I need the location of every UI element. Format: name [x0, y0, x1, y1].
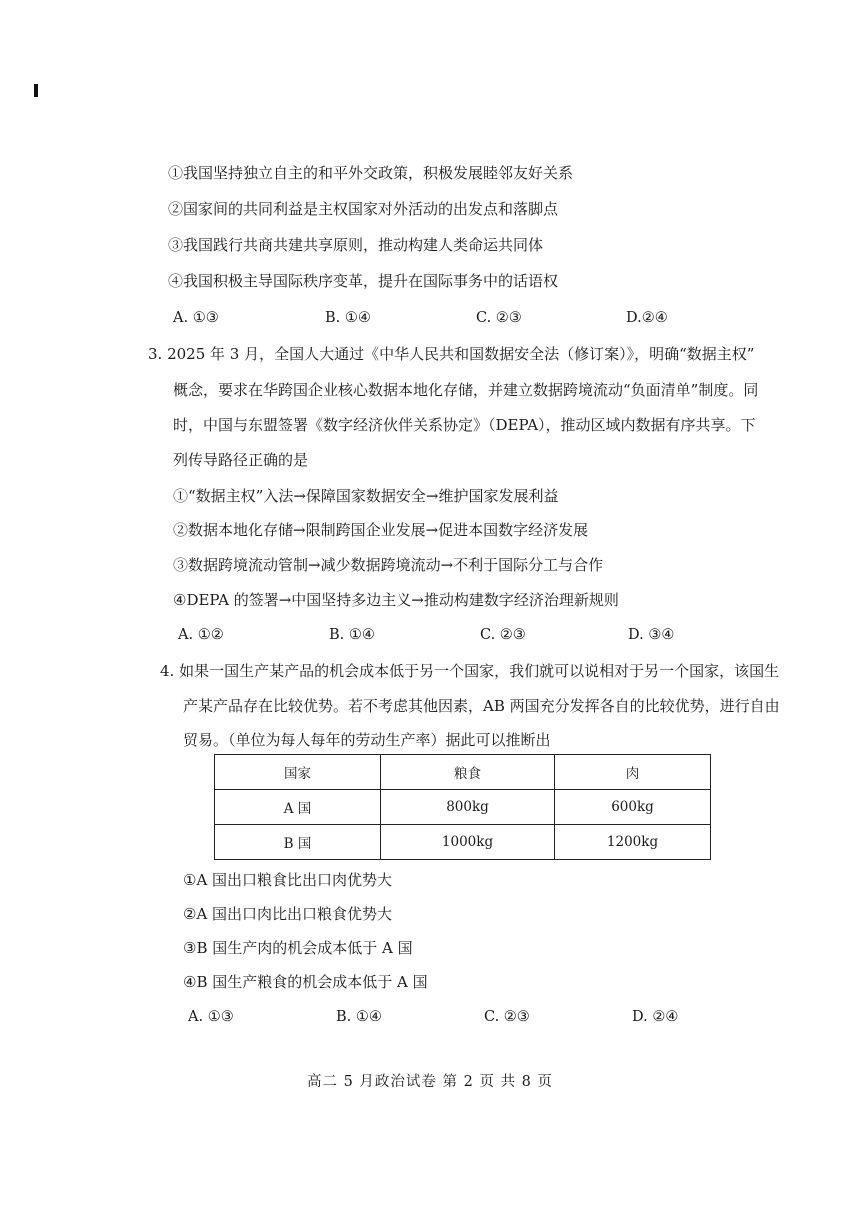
table-cell: 800kg	[381, 790, 555, 825]
table-row	[215, 790, 711, 825]
q4-option-d: D. ②④	[632, 1009, 679, 1025]
q3-stem-line-4: 列传导路径正确的是	[173, 451, 309, 469]
page-footer: 高二 5 月政治试卷 第 2 页 共 8 页	[306, 1074, 554, 1090]
q3-option-d: D. ③④	[628, 627, 675, 643]
q3-stem-line-1: 3. 2025 年 3 月，全国人大通过《中华人民共和国数据安全法（修订案）》，明确“数据主权”	[148, 345, 755, 363]
q4-statement-3: ③B 国生产肉的机会成本低于 A 国	[183, 939, 413, 957]
table-header-cell: 国家	[215, 755, 381, 790]
q4-statement-1: ①A 国出口粮食比出口肉优势大	[183, 871, 393, 889]
q3-option-b: B. ①④	[329, 627, 375, 643]
table-header-cell: 粮食	[381, 755, 555, 790]
table-cell: 1000kg	[381, 825, 555, 860]
q3-statement-2: ②数据本地化存储→限制跨国企业发展→促进本国数字经济发展	[173, 521, 589, 539]
q3-statement-1: ①“数据主权”入法→保障国家数据安全→维护国家发展利益	[173, 487, 559, 505]
table-header-cell: 肉	[555, 755, 711, 790]
q4-stem-line-1: 4. 如果一国生产某产品的机会成本低于另一个国家，我们就可以说相对于另一个国家，该国生	[160, 662, 780, 680]
table-cell: 600kg	[555, 790, 711, 825]
q4-statement-2: ②A 国出口肉比出口粮食优势大	[183, 905, 393, 923]
q3-statement-4: ④DEPA 的签署→中国坚持多边主义→推动构建数字经济治理新规则	[173, 591, 619, 609]
q4-stem-line-3: 贸易。（单位为每人每年的劳动生产率）据此可以推断出	[183, 731, 551, 749]
q2-statement-3: ③我国践行共商共建共享原则，推动构建人类命运共同体	[168, 236, 544, 254]
table-cell: 1200kg	[555, 825, 711, 860]
q2-statement-2: ②国家间的共同利益是主权国家对外活动的出发点和落脚点	[168, 200, 559, 218]
q4-option-b: B. ①④	[336, 1009, 382, 1025]
table-cell: A 国	[215, 790, 381, 825]
table-row	[215, 825, 711, 860]
q3-stem-line-2: 概念，要求在华跨国企业核心数据本地化存储，并建立数据跨境流动“负面清单”制度。同	[173, 381, 759, 399]
q2-statement-4: ④我国积极主导国际秩序变革，提升在国际事务中的话语权	[168, 272, 559, 290]
table-cell: B 国	[215, 825, 381, 860]
q2-option-d: D.②④	[626, 310, 668, 326]
q3-stem-line-3: 时，中国与东盟签署《数字经济伙伴关系协定》（DEPA），推动区域内数据有序共享。下	[173, 416, 756, 434]
q2-option-b: B. ①④	[325, 310, 371, 326]
q4-statement-4: ④B 国生产粮食的机会成本低于 A 国	[183, 973, 428, 991]
q4-stem-line-2: 产某产品存在比较优势。若不考虑其他因素，AB 两国充分发挥各自的比较优势，进行自由	[183, 697, 780, 715]
q4-option-a: A. ①③	[188, 1009, 234, 1025]
q2-option-c: C. ②③	[476, 310, 522, 326]
q2-statement-1: ①我国坚持独立自主的和平外交政策，积极发展睦邻友好关系	[168, 164, 574, 182]
q3-option-a: A. ①②	[178, 627, 224, 643]
q3-option-c: C. ②③	[480, 627, 526, 643]
q3-statement-3: ③数据跨境流动管制→减少数据跨境流动→不利于国际分工与合作	[173, 556, 604, 574]
scan-mark	[34, 84, 38, 97]
productivity-table	[214, 754, 711, 860]
table-header-row	[215, 755, 711, 790]
q2-option-a: A. ①③	[173, 310, 219, 326]
q4-option-c: C. ②③	[484, 1009, 530, 1025]
